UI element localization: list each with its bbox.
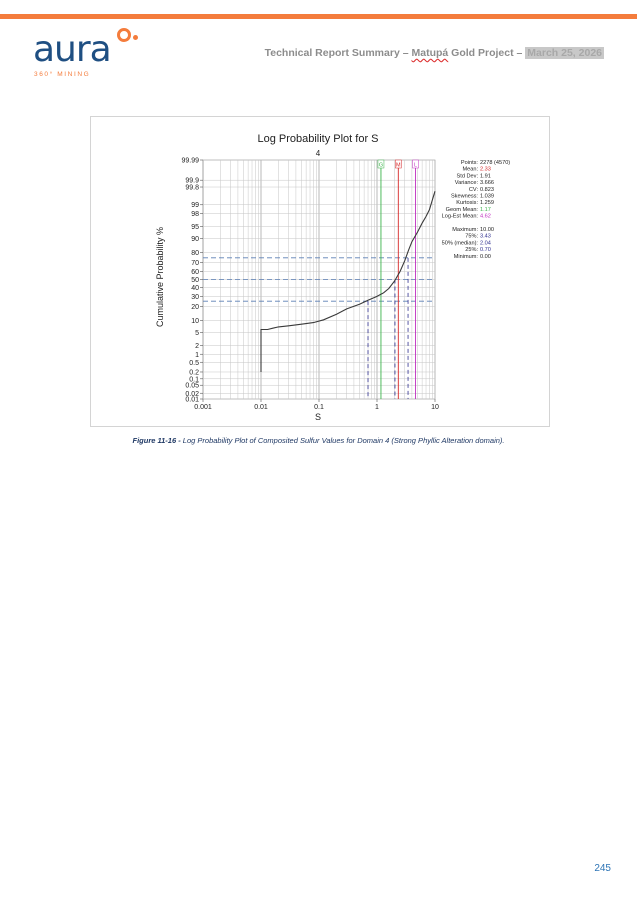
y-tick-label: 0.2 — [189, 369, 199, 377]
y-tick-label: 10 — [191, 318, 199, 326]
caption-label: Figure 11-16 - — [132, 436, 181, 445]
stat-label: Std Dev: — [456, 173, 478, 180]
y-tick-label: 0.05 — [185, 382, 199, 390]
company-logo — [33, 30, 153, 85]
y-tick-label: 98 — [191, 211, 199, 219]
project-name: Matupá — [411, 47, 449, 59]
stat-label: Points: — [460, 160, 478, 166]
logo-tagline: 360° MINING — [34, 71, 91, 78]
stat-value: 2278 (4570) — [480, 160, 511, 166]
stat-label: Geom Mean: — [445, 206, 478, 213]
y-tick-label: 0.02 — [185, 390, 199, 398]
x-tick-label: 0.01 — [254, 404, 268, 411]
y-tick-label: 99 — [191, 202, 199, 210]
page-number: 245 — [594, 863, 611, 874]
y-tick-label: 80 — [191, 249, 199, 257]
y-tick-label: 50 — [191, 277, 199, 284]
y-tick-label: 0.01 — [185, 396, 199, 404]
stat-value: 10.00 — [480, 227, 494, 233]
y-tick-label: 0.5 — [189, 359, 199, 367]
y-tick-label: 0.1 — [189, 376, 199, 384]
x-tick-label: 0.1 — [314, 404, 324, 411]
report-header — [265, 47, 604, 59]
log-probability-chart — [91, 117, 549, 426]
stat-label: Kurtosis: — [456, 200, 478, 207]
stat-value: 2.04 — [480, 240, 491, 247]
stat-value: 4.62 — [480, 213, 491, 220]
figure-frame — [90, 116, 550, 427]
y-tick-label: 20 — [191, 304, 199, 312]
y-tick-label: 60 — [191, 268, 199, 276]
stat-value: 1.91 — [480, 173, 491, 180]
stat-label: Mean: — [462, 166, 478, 173]
x-tick-label: 1 — [375, 404, 379, 411]
stats-panel — [442, 160, 511, 260]
y-tick-label: 90 — [191, 235, 199, 243]
stat-label: CV: — [468, 186, 478, 193]
stat-value: 0.70 — [480, 247, 491, 254]
stat-value: 3.43 — [480, 233, 491, 240]
statistic-line-label: G — [378, 162, 384, 169]
y-tick-label: 30 — [191, 293, 199, 301]
logo-wordmark: aura — [33, 29, 111, 70]
statistic-line-label: L — [414, 162, 418, 169]
stat-label: 50% (median): — [441, 240, 478, 247]
x-tick-label: 0.001 — [194, 404, 212, 411]
logo-ring-icon — [117, 28, 131, 42]
stat-label: Minimum: — [453, 253, 478, 260]
stat-label: Skewness: — [450, 193, 478, 200]
stat-label: Maximum: — [452, 227, 478, 233]
stat-value: 1.259 — [480, 200, 494, 207]
stat-label: 25%: — [465, 247, 478, 254]
y-tick-label: 99.99 — [181, 157, 199, 165]
y-tick-label: 95 — [191, 224, 199, 232]
header-separator: – — [402, 47, 409, 59]
y-tick-label: 70 — [191, 260, 199, 268]
x-axis-label: S — [314, 412, 322, 422]
report-date: March 25, 2026 — [527, 47, 602, 59]
y-axis-label: Cumulative Probability % — [155, 226, 165, 328]
stat-value: 1.039 — [480, 193, 494, 200]
y-tick-label: 99.9 — [185, 177, 199, 185]
stat-label: 75%: — [465, 233, 478, 240]
y-tick-label: 99.8 — [185, 184, 199, 192]
logo-dot-icon — [133, 35, 138, 40]
statistic-line-label: M — [396, 162, 401, 169]
project-suffix: Gold Project — [451, 47, 514, 59]
header-separator-2: – — [516, 47, 523, 59]
chart-subtitle: 4 — [315, 149, 321, 158]
stat-value: 3.666 — [480, 180, 494, 187]
stat-value: 1.17 — [480, 206, 491, 213]
x-tick-label: 10 — [431, 404, 439, 411]
y-tick-label: 40 — [191, 285, 199, 293]
y-tick-label: 2 — [195, 342, 199, 350]
figure-caption — [0, 436, 637, 445]
stat-label: Variance: — [454, 180, 478, 187]
caption-text: Log Probability Plot of Composited Sulfur Values for Domain 4 (Strong Phyllic Alteration domain). — [180, 436, 505, 445]
stat-value: 0.00 — [480, 253, 491, 260]
header-accent-bar — [0, 14, 637, 19]
stat-value: 2.33 — [480, 166, 491, 173]
stat-value: 0.823 — [480, 186, 494, 193]
stat-label: Log-Est Mean: — [441, 213, 478, 220]
chart-title: Log Probability Plot for S — [257, 133, 379, 145]
y-tick-label: 1 — [195, 351, 199, 359]
y-tick-label: 5 — [195, 329, 199, 337]
report-title-prefix: Technical Report Summary — [264, 47, 400, 59]
